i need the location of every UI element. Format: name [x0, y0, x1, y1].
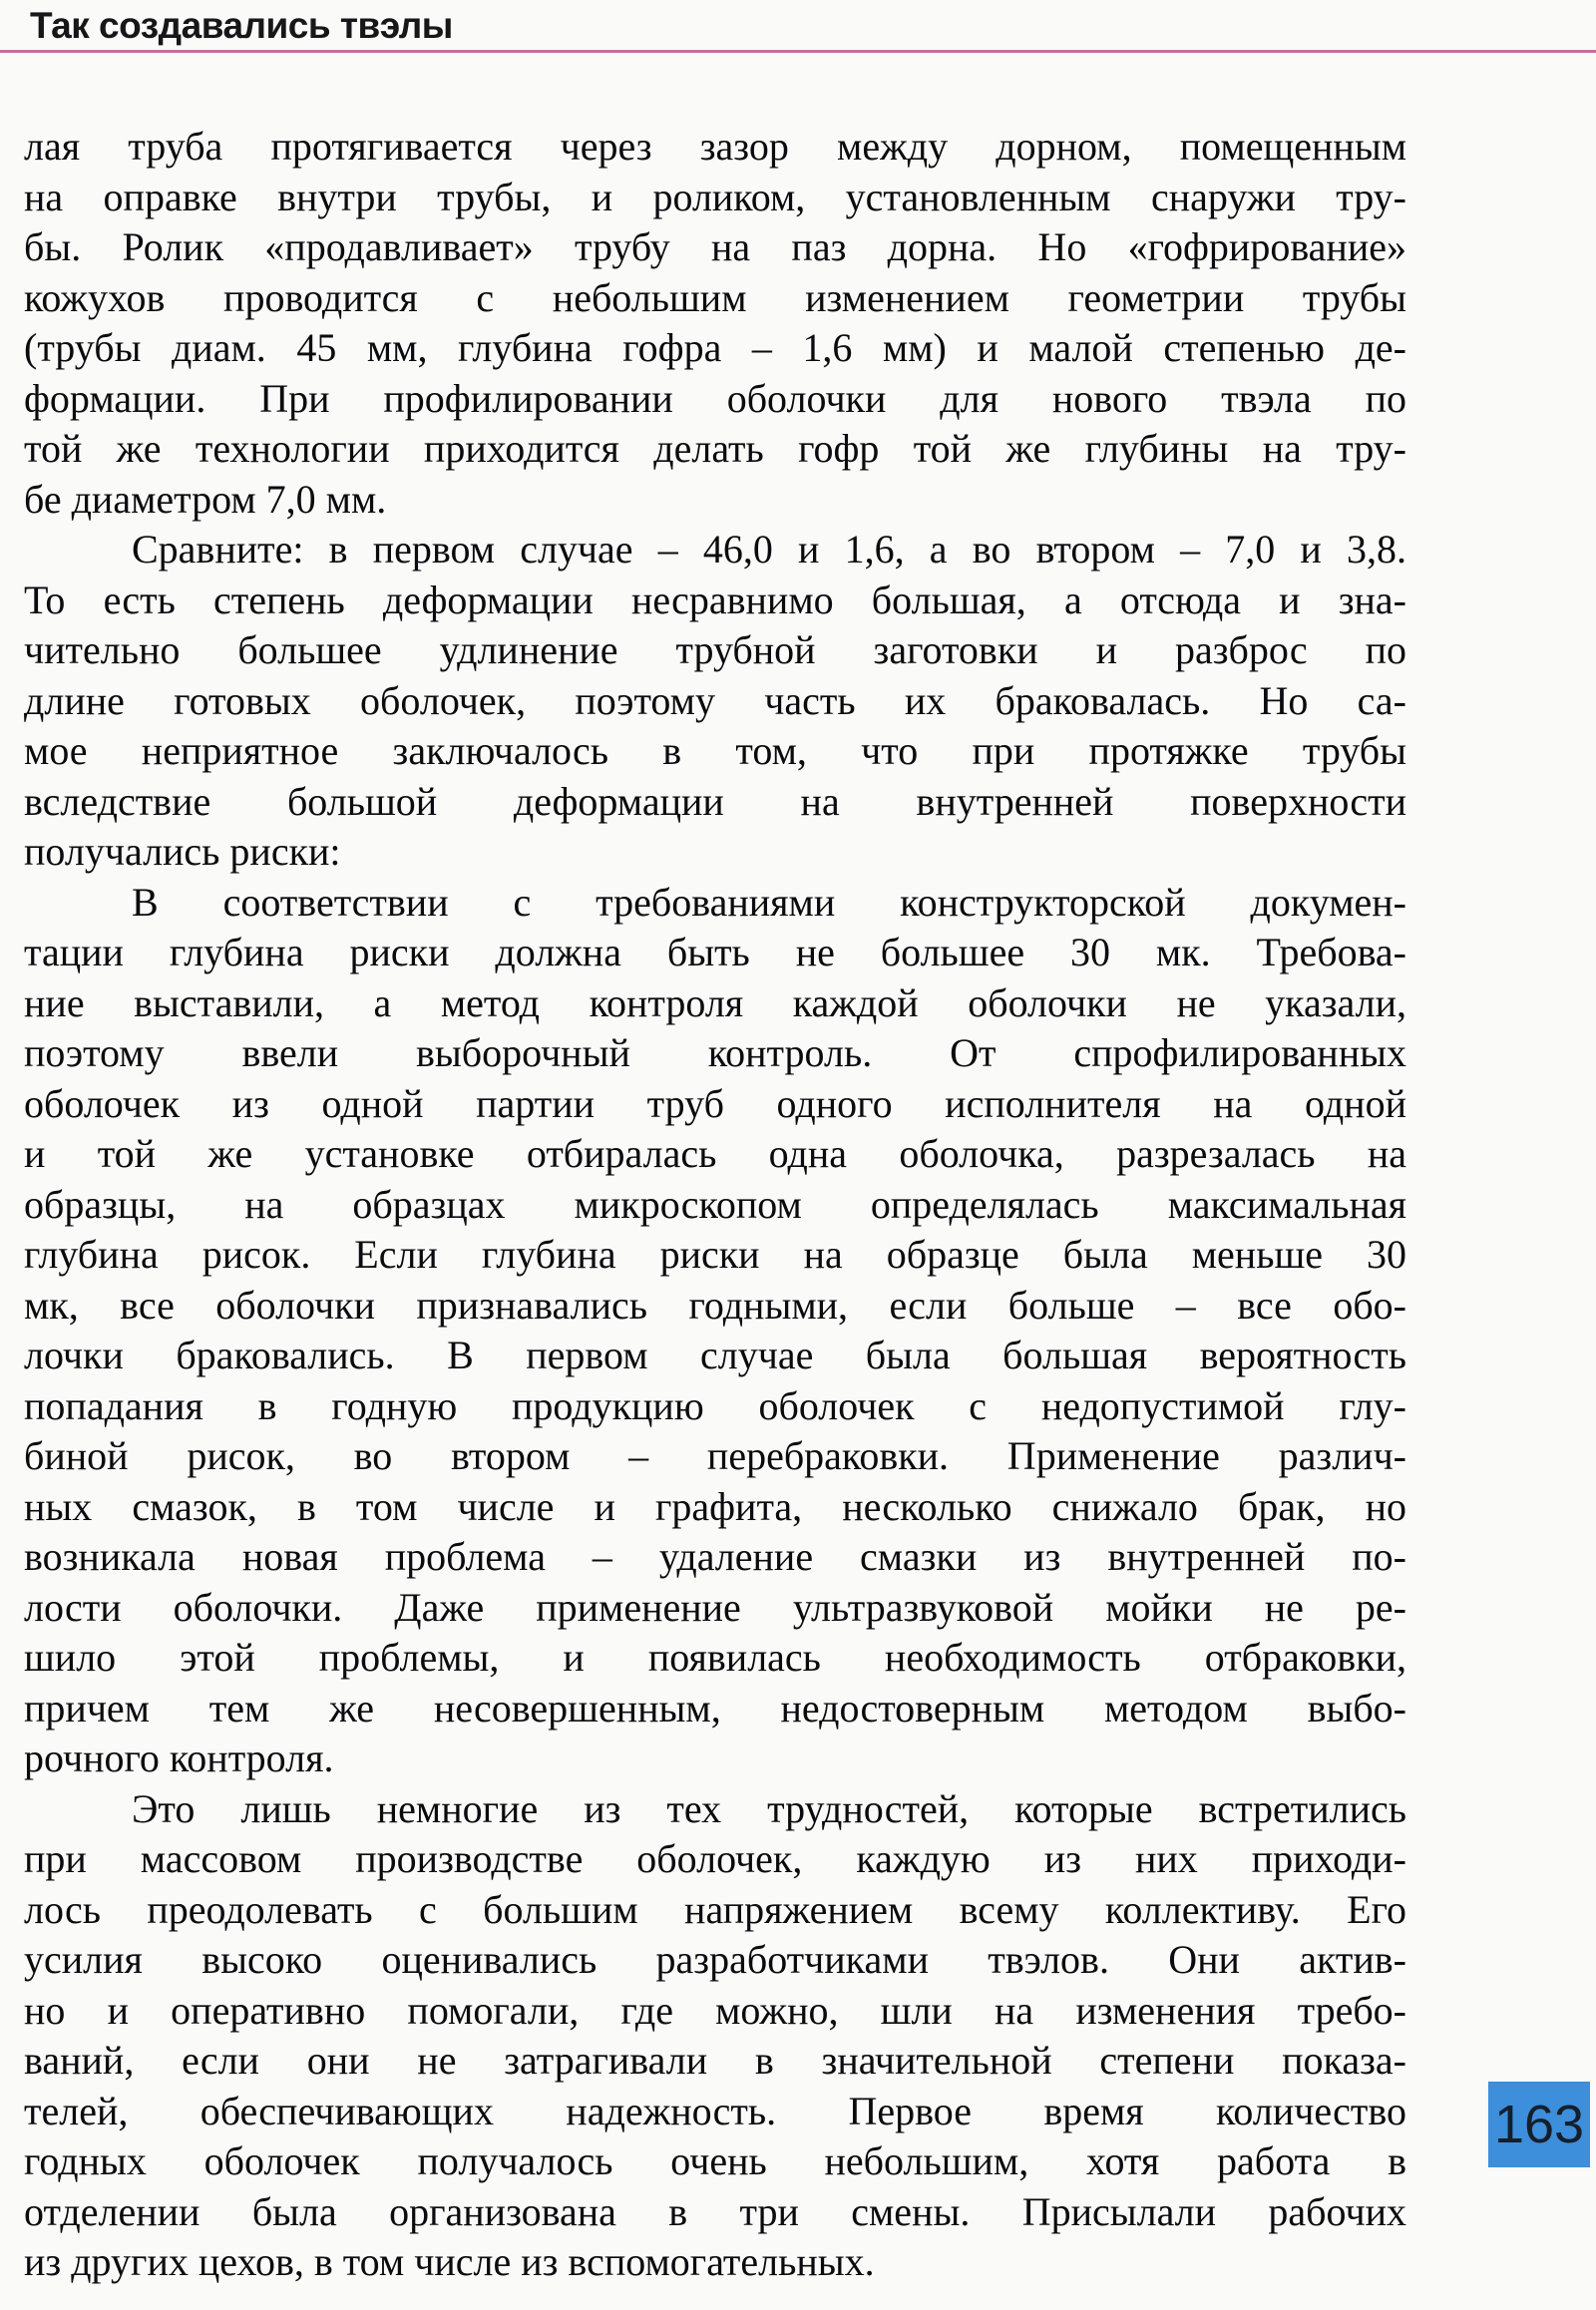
text-line: отделении была организована в три смены. Присылали рабочих — [24, 2188, 1406, 2234]
text-line: попадания в годную продукцию оболочек с недопустимой глу- — [24, 1382, 1406, 1428]
text-line: мое неприятное заключалось в том, что при протяжке трубы — [24, 728, 1406, 773]
text-line: кожухов проводится с небольшим изменением геометрии трубы — [24, 274, 1406, 320]
text-line: биной рисок, во втором – перебраковки. Применение различ- — [24, 1433, 1406, 1478]
paragraph — [24, 878, 1406, 1784]
text-line: рочного контроля. — [24, 1735, 334, 1780]
text-line: но и оперативно помогали, где можно, шли на изменения требо- — [24, 1987, 1406, 2033]
text-line: (трубы диам. 45 мм, глубина гофра – 1,6 мм) и малой степенью де- — [24, 325, 1406, 370]
text-line: причем тем же несовершенным, недостоверным методом выбо- — [24, 1685, 1406, 1731]
text-line: возникала новая проблема – удаление смазки из внутренней по- — [24, 1534, 1406, 1579]
text-line: длине готовых оболочек, поэтому часть их браковалась. Но са- — [24, 677, 1406, 723]
text-line: Это лишь немногие из тех трудностей, которые встретились — [132, 1785, 1406, 1831]
text-line: лочки браковались. В первом случае была большая вероятность — [24, 1333, 1406, 1377]
body-text — [24, 122, 1406, 2288]
text-line: поэтому ввели выборочный контроль. От спрофилированных — [24, 1030, 1406, 1075]
text-line: ние выставили, а метод контроля каждой оболочки не указали, — [24, 979, 1406, 1025]
text-line: бе диаметром 7,0 мм. — [24, 476, 387, 522]
paragraph — [24, 1784, 1406, 2288]
text-line: ных смазок, в том числе и графита, несколько снижало брак, но — [24, 1483, 1406, 1529]
text-line: той же технологии приходится делать гофр той же глубины на тру- — [24, 426, 1406, 471]
text-line: оболочек из одной партии труб одного исполнителя на одной — [24, 1080, 1406, 1126]
page-number: 163 — [1493, 2095, 1585, 2154]
paragraph — [24, 122, 1406, 525]
text-line: тации глубина риски должна быть не большее 30 мк. Требова- — [24, 930, 1406, 974]
text-line: телей, обеспечивающих надежность. Первое время количество — [24, 2088, 1406, 2133]
text-line: при массовом производстве оболочек, каждую из них приходи- — [24, 1836, 1406, 1881]
text-line: чительно большее удлинение трубной заготовки и разброс по — [24, 627, 1406, 672]
running-header: Так создавались твэлы — [30, 5, 453, 46]
text-line: усилия высоко оценивались разработчиками твэлов. Они актив- — [24, 1937, 1406, 1982]
text-line: Сравните: в первом случае – 46,0 и 1,6, а во втором – 7,0 и 3,8. — [132, 527, 1406, 572]
text-line: шило этой проблемы, и появилась необходимость отбраковки, — [24, 1635, 1406, 1680]
paragraph — [24, 525, 1406, 878]
text-line: из других цехов, в том числе из вспомогательных. — [24, 2239, 875, 2284]
text-line: То есть степень деформации несравнимо большая, а отсюда и зна- — [24, 577, 1406, 622]
text-line: бы. Ролик «продавливает» трубу на паз дорна. Но «гофрирование» — [24, 224, 1406, 269]
text-line: годных оболочек получалось очень небольшим, хотя работа в — [24, 2138, 1406, 2183]
page-number-badge — [1488, 2082, 1590, 2167]
text-line: глубина рисок. Если глубина риски на образце была меньше 30 — [24, 1232, 1406, 1277]
text-line: лось преодолевать с большим напряжением всему коллективу. Его — [24, 1886, 1406, 1932]
text-line: лости оболочки. Даже применение ультразвуковой мойки не ре- — [24, 1584, 1406, 1630]
header-rule-divider — [0, 50, 1596, 53]
text-line: на оправке внутри трубы, и роликом, установленным снаружи тру- — [24, 174, 1406, 219]
text-line: формации. При профилировании оболочки для нового твэла по — [24, 375, 1406, 421]
text-line: лая труба протягивается через зазор между дорном, помещенным — [24, 124, 1406, 169]
text-line: ваний, если они не затрагивали в значительной степени показа- — [24, 2038, 1406, 2083]
text-line: мк, все оболочки признавались годными, если больше – все обо- — [24, 1282, 1406, 1328]
text-line: вследствие большой деформации на внутренней поверхности — [24, 778, 1406, 824]
text-line: В соответствии с требованиями конструкторской докумен- — [132, 879, 1406, 925]
text-line: образцы, на образцах микроскопом определялась максимальная — [24, 1181, 1406, 1227]
text-line: и той же установке отбиралась одна оболочка, разрезалась на — [24, 1131, 1406, 1176]
text-line: получались риски: — [24, 829, 341, 874]
